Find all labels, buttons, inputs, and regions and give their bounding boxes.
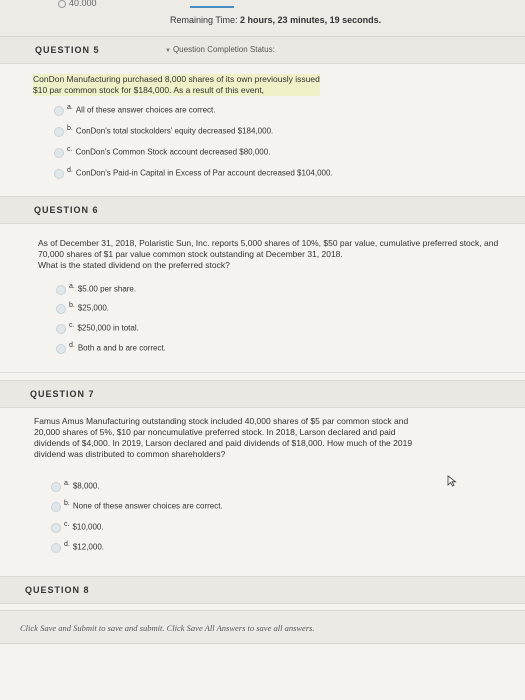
q7-option-b[interactable]: b. None of these answer choices are correct.: [51, 500, 223, 512]
q5-option-d[interactable]: d. ConDon's Paid-in Capital in Excess of Par account decreased $104,000.: [54, 167, 333, 179]
q6-option-d[interactable]: d. Both a and b are correct.: [56, 342, 166, 354]
question-8-title: QUESTION 8: [25, 585, 90, 595]
question-5-header: [0, 36, 525, 64]
radio-button[interactable]: [51, 523, 61, 533]
question-completion-status[interactable]: [165, 45, 275, 54]
q6-text-line: 70,000 shares of $1 par value common stock outstanding at December 31, 2018.: [38, 249, 343, 259]
section-divider: [0, 372, 525, 373]
q6-text-line: What is the stated dividend on the preferred stock?: [38, 260, 230, 270]
remaining-time: [170, 15, 381, 25]
q6-option-a[interactable]: a. $5.00 per share.: [56, 283, 136, 295]
timer-label: Remaining Time:: [170, 15, 238, 25]
points-icon: [58, 0, 66, 8]
question-8-header: [0, 576, 525, 604]
q7-text-line: 20,000 shares of 5%, $10 par noncumulative preferred stock. In 2018, Larson declared and paid: [34, 427, 396, 437]
radio-button[interactable]: [51, 502, 61, 512]
q7-option-d[interactable]: d. $12,000.: [51, 541, 104, 553]
q5-option-c[interactable]: c. ConDon's Common Stock account decreased $80,000.: [54, 146, 270, 158]
completion-label: Question Completion Status:: [172, 45, 275, 54]
radio-button[interactable]: [51, 482, 61, 492]
radio-button[interactable]: [54, 169, 64, 179]
expand-icon: ▼: [165, 48, 171, 54]
q7-text-line: Famus Amus Manufacturing outstanding stock included 40,000 shares of $5 par common stock and: [34, 416, 409, 426]
footer-bar: [0, 610, 525, 644]
q7-option-c[interactable]: c. $10,000.: [51, 521, 104, 533]
top-bar: [0, 0, 525, 36]
footer-instructions: Click Save and Submit to save and submit. Click Save All Answers to save all answers.: [20, 623, 315, 633]
question-7-title: QUESTION 7: [30, 389, 95, 399]
q6-option-b[interactable]: b. $25,000.: [56, 302, 109, 314]
question-7-header: [0, 380, 525, 408]
radio-button[interactable]: [56, 324, 66, 334]
mouse-cursor-icon: [447, 475, 457, 487]
question-6-header: [0, 196, 525, 224]
timer-value: 2 hours, 23 minutes, 19 seconds.: [240, 15, 382, 25]
points-value: 40.000: [69, 0, 97, 8]
radio-button[interactable]: [51, 543, 61, 553]
timer-accent-bar: [190, 6, 234, 8]
q7-text-line: dividends of $4,000. In 2019, Larson declared and paid dividends of $18,000. How much of the 2019: [34, 438, 413, 448]
q5-text-line: ConDon Manufacturing purchased 8,000 shares of its own previously issued: [33, 74, 320, 84]
q6-text-line: As of December 31, 2018, Polaristic Sun, Inc. reports 5,000 shares of 10%, $50 par value, cumulative preferred stock, and: [38, 238, 499, 248]
q5-option-b[interactable]: b. ConDon's total stockolders' equity decreased $184,000.: [54, 125, 273, 137]
q7-option-a[interactable]: a. $8,000.: [51, 480, 100, 492]
q7-text-line: dividend was distributed to common shareholders?: [34, 449, 226, 459]
radio-button[interactable]: [54, 127, 64, 137]
question-6-title: QUESTION 6: [34, 205, 99, 215]
radio-button[interactable]: [56, 344, 66, 354]
q5-text-line: $10 par common stock for $184,000. As a result of this event,: [33, 85, 320, 96]
question-6-text: [38, 238, 498, 271]
radio-button[interactable]: [54, 106, 64, 116]
q5-option-a[interactable]: a. All of these answer choices are correct.: [54, 104, 215, 116]
radio-button[interactable]: [56, 285, 66, 295]
q6-option-c[interactable]: c. $250,000 in total.: [56, 322, 139, 334]
question-5-text: [33, 74, 320, 96]
radio-button[interactable]: [54, 148, 64, 158]
question-7-text: [34, 416, 412, 460]
points-indicator: [58, 0, 97, 8]
question-5-title: QUESTION 5: [35, 45, 100, 55]
radio-button[interactable]: [56, 304, 66, 314]
